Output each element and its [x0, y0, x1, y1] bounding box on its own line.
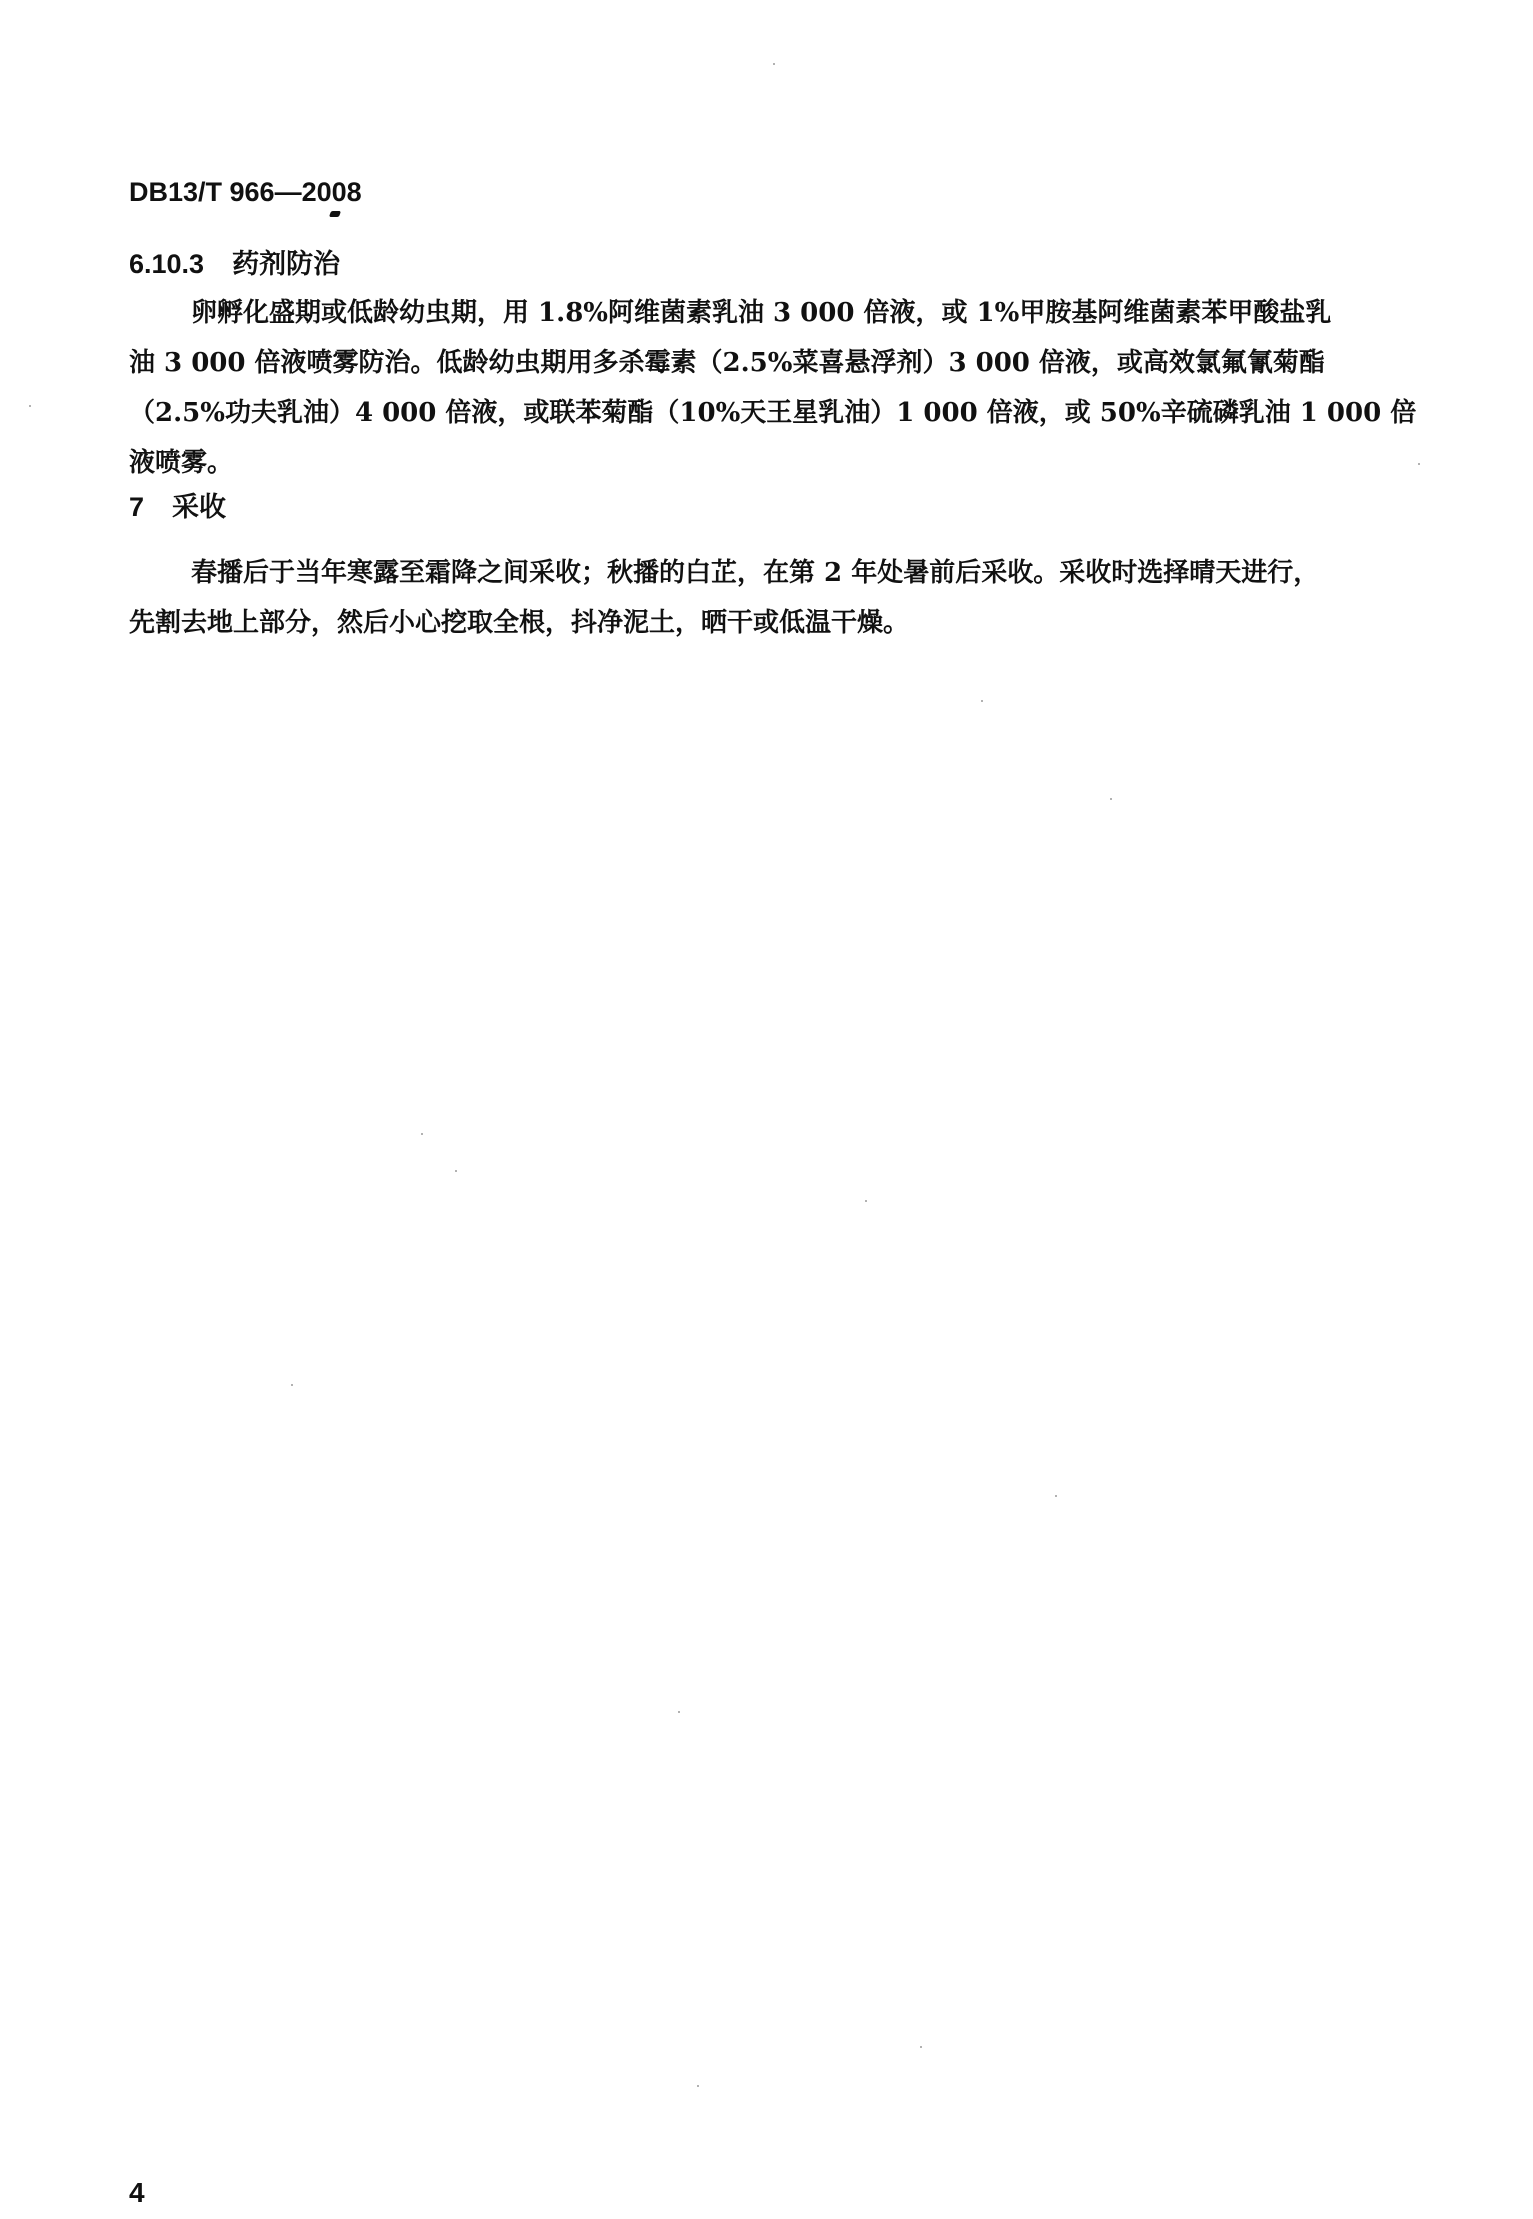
standard-code-header: DB13/T 966—2008	[129, 177, 362, 207]
scan-mark	[329, 211, 341, 217]
paragraph-line: 先割去地上部分，然后小心挖取全根，抖净泥土，晒干或低温干燥。	[129, 608, 910, 638]
paragraph-line: 春播后于当年寒露至霜降之间采收；秋播的白芷，在第 2 年处暑前后采收。采收时选择晴天进行，	[191, 558, 1320, 588]
scan-speck	[421, 1133, 423, 1135]
section-heading-7	[129, 492, 226, 523]
scan-speck	[697, 2085, 699, 2087]
page-number: 4	[129, 2177, 145, 2208]
paragraph-line: 油 3 000 倍液喷雾防治。低龄幼虫期用多杀霉素（2.5%菜喜悬浮剂）3 000 倍液，或高效氯氟氰菊酯	[129, 348, 1325, 378]
scan-speck	[920, 2046, 922, 2048]
pesticide-control-paragraph	[129, 288, 1432, 488]
scan-speck	[1055, 1495, 1057, 1497]
scan-speck	[1110, 798, 1112, 800]
section-title: 药剂防治	[232, 249, 341, 280]
section-number: 6.10.3	[129, 249, 205, 279]
scan-speck	[981, 700, 983, 702]
section-heading-6-10-3	[129, 249, 340, 280]
scan-speck	[291, 1384, 293, 1386]
scan-speck	[773, 63, 775, 65]
paragraph-line: （2.5%功夫乳油）4 000 倍液，或联苯菊酯（10%天王星乳油）1 000 倍液，或 50%辛硫磷乳油 1 000 倍	[129, 398, 1417, 428]
paragraph-line: 液喷雾。	[129, 448, 234, 478]
scan-speck	[455, 1170, 457, 1172]
scan-speck	[29, 405, 31, 407]
harvest-paragraph	[129, 548, 1432, 648]
section-title: 采收	[172, 492, 227, 523]
paragraph-line: 卵孵化盛期或低龄幼虫期，用 1.8%阿维菌素乳油 3 000 倍液，或 1%甲胺基阿维菌素苯甲酸盐乳	[191, 298, 1332, 328]
section-number: 7	[129, 492, 145, 522]
scan-speck	[865, 1200, 867, 1202]
scan-speck	[1418, 463, 1420, 465]
scan-speck	[678, 1711, 680, 1713]
